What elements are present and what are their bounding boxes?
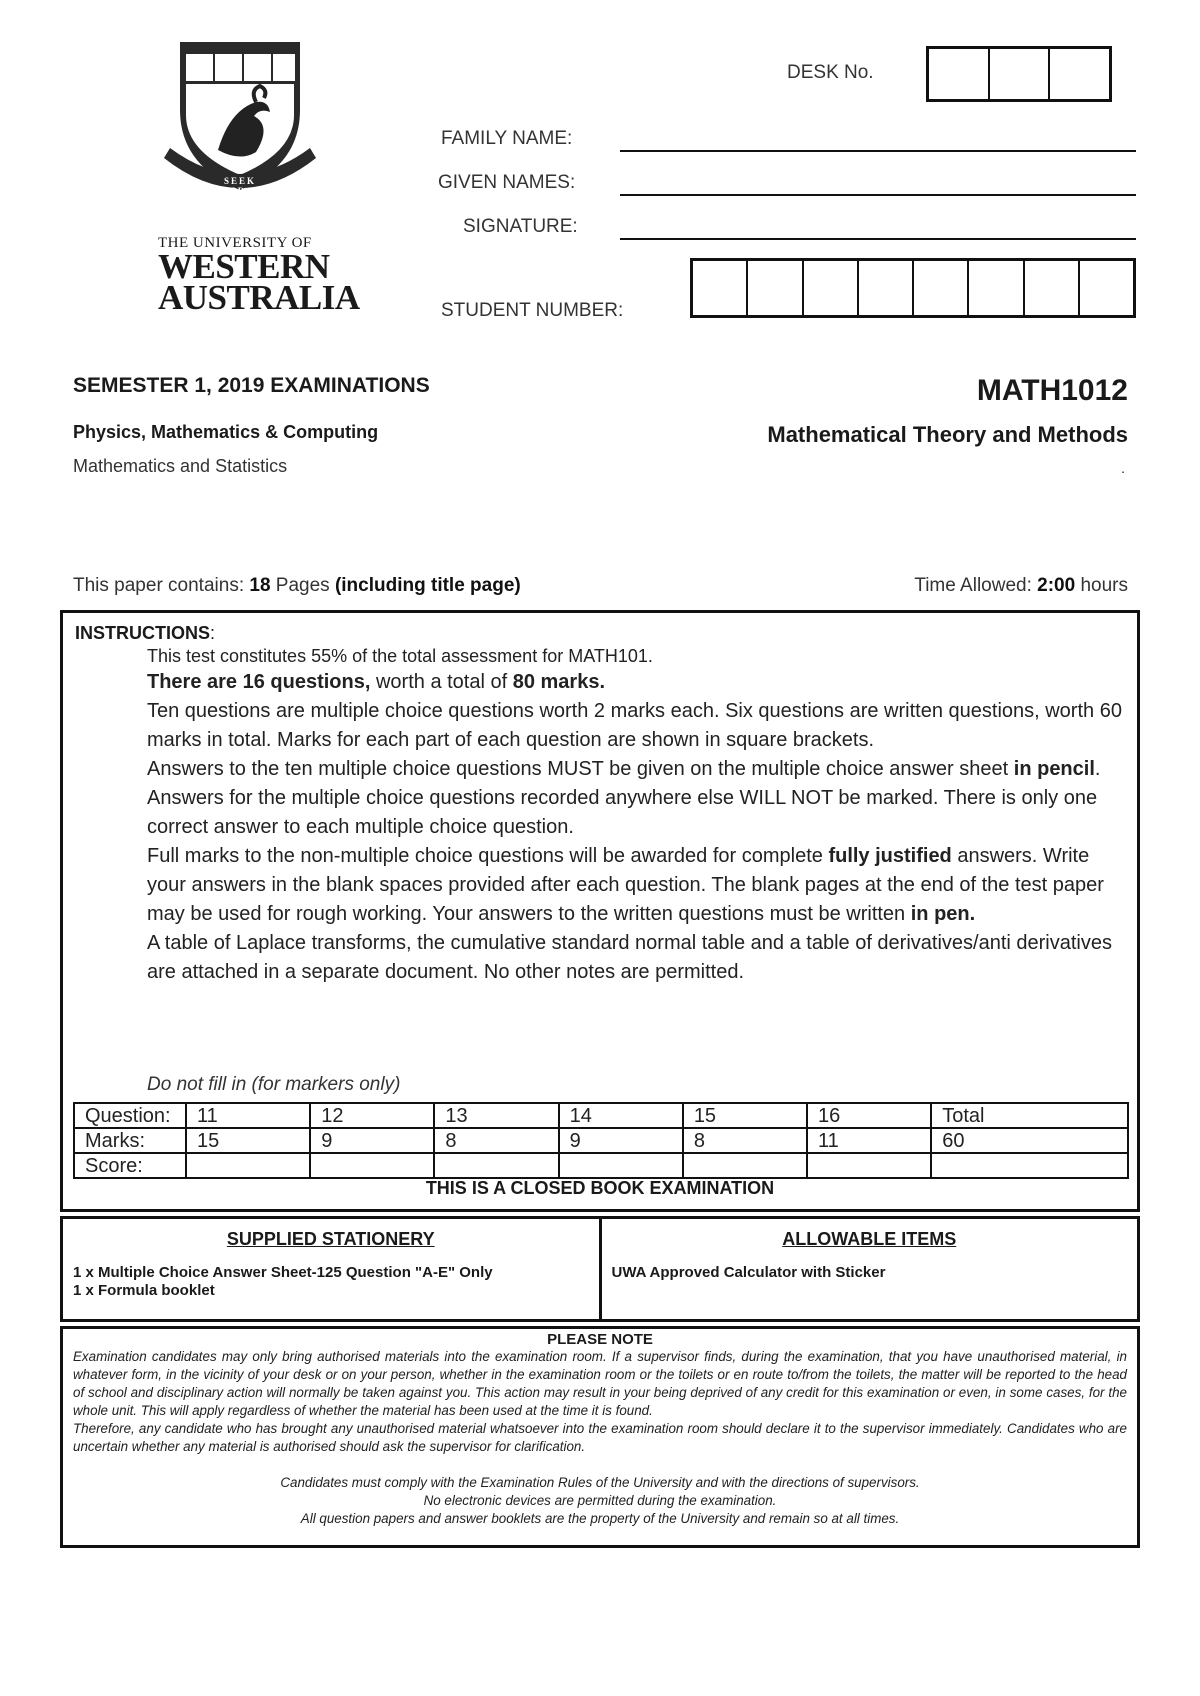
table-cell: 60	[931, 1128, 1128, 1153]
markers-only-note: Do not fill in (for markers only)	[147, 1074, 401, 1095]
instruction-written	[147, 842, 1127, 929]
given-names-label: GIVEN NAMES:	[438, 172, 576, 193]
instruction-written-text-a: Full marks to the non-multiple choice questions will be awarded for complete	[147, 845, 829, 867]
student-number-box[interactable]	[1080, 261, 1133, 315]
semester-title: SEMESTER 1, 2019 EXAMINATIONS	[73, 374, 430, 397]
note-rules-line: All question papers and answer booklets are the property of the University and remain so at all times.	[300, 1511, 900, 1526]
supplied-stationery-section	[63, 1219, 602, 1319]
instruction-multiple-choice	[147, 755, 1127, 842]
score-label: Score:	[74, 1153, 186, 1178]
student-number-box[interactable]	[1025, 261, 1080, 315]
page-count-suffix: (including title page)	[334, 575, 521, 596]
desk-box[interactable]	[990, 49, 1051, 99]
page-count-mid: Pages	[270, 575, 335, 596]
student-number-label: STUDENT NUMBER:	[441, 300, 624, 321]
table-cell: 12	[310, 1103, 434, 1128]
closed-book-notice: THIS IS A CLOSED BOOK EXAMINATION	[425, 1178, 775, 1198]
instructions-heading	[75, 623, 215, 644]
time-allowed-suffix: hours	[1075, 575, 1128, 596]
table-row-question	[74, 1103, 1128, 1128]
page-count	[73, 575, 521, 597]
please-note-box	[60, 1326, 1140, 1548]
table-cell: 8	[683, 1128, 807, 1153]
stray-dot: .	[1121, 460, 1125, 476]
list-item: UWA Approved Calculator with Sticker	[611, 1264, 886, 1281]
marks-table	[73, 1102, 1129, 1179]
student-number-box[interactable]	[914, 261, 969, 315]
note-paragraph-declare: Therefore, any candidate who has brought any unauthorised material whatsoever into the examination room should declare it to the supervisor immediately. Candidates who are uncertain whether any material is authorised should ask the supervisor for clarification.	[73, 1421, 1127, 1454]
instruction-mc-text-b: . Answers for the multiple choice questions recorded anywhere else WILL NOT be marked. There is only one correct answer to each multiple choice question.	[147, 758, 1101, 838]
instruction-question-types: Ten questions are multiple choice questions worth 2 marks each. Six questions are written questions, worth 60 marks in total. Marks for each part of each question are shown in square brackets.	[147, 700, 1122, 751]
time-allowed-value: 2:00	[1037, 575, 1076, 596]
student-number-box[interactable]	[859, 261, 914, 315]
question-label: Question:	[74, 1103, 186, 1128]
instruction-question-count	[147, 668, 1127, 697]
school-name: Physics, Mathematics & Computing	[73, 422, 379, 442]
desk-box[interactable]	[1050, 49, 1109, 99]
family-name-label: FAMILY NAME:	[441, 128, 573, 149]
table-cell: 9	[310, 1128, 434, 1153]
desk-label: DESK No.	[787, 62, 874, 83]
note-paragraph-authorised: Examination candidates may only bring authorised materials into the examination room. If a supervisor finds, during the examination, that you have unauthorised material, in whatever form, in the vicinity of your desk or on your person, whether in the examination room or the toilets or en route to/from the toilets, the matter will be reported to the head of school and disciplinary action will normally be taken against you. This action may result in your being deprived of any credit for this examination or even, in some cases, for the whole unit. This will apply regardless of whether the material has been used at the time it is found.	[73, 1349, 1127, 1418]
university-name-line2: WESTERN	[158, 247, 330, 286]
please-note-title: PLEASE NOTE	[547, 1331, 653, 1348]
score-cell[interactable]	[807, 1153, 931, 1178]
table-cell: 15	[186, 1128, 310, 1153]
instructions-box	[60, 610, 1140, 1212]
table-cell: 11	[186, 1103, 310, 1128]
university-name	[158, 235, 360, 317]
supplied-stationery-title: SUPPLIED STATIONERY	[226, 1229, 435, 1249]
table-cell: 11	[807, 1128, 931, 1153]
table-cell: 15	[683, 1103, 807, 1128]
signature-label: SIGNATURE:	[463, 216, 578, 237]
instructions-heading-colon: :	[210, 623, 216, 643]
page-count-prefix: This paper contains:	[73, 575, 250, 596]
score-cell[interactable]	[310, 1153, 434, 1178]
table-cell: 16	[807, 1103, 931, 1128]
table-row-marks	[74, 1128, 1128, 1153]
signature-field[interactable]	[620, 238, 1136, 240]
instruction-written-text-b: answers. Write your answers in the blank spaces provided after each question. The blank pages at the end of the test paper may be used for rough working. Your answers to the written questions must be written	[147, 845, 1104, 925]
score-cell[interactable]	[559, 1153, 683, 1178]
instruction-question-count-mid: worth a total of	[370, 671, 513, 693]
university-name-line3: AUSTRALIA	[158, 278, 360, 317]
desk-number-boxes[interactable]	[926, 46, 1112, 102]
student-number-box[interactable]	[748, 261, 803, 315]
list-item: 1 x Formula booklet	[73, 1282, 215, 1299]
instruction-written-pen: in pen.	[910, 903, 976, 925]
student-number-box[interactable]	[969, 261, 1024, 315]
student-number-box[interactable]	[693, 261, 748, 315]
unit-title: Mathematical Theory and Methods	[767, 422, 1128, 447]
instruction-written-justified: fully justified	[828, 845, 952, 867]
instruction-weight: This test constitutes 55% of the total assessment for MATH101.	[147, 646, 653, 666]
time-allowed	[914, 575, 1128, 597]
instruction-mc-pencil: in pencil	[1013, 758, 1095, 780]
score-cell[interactable]	[931, 1153, 1128, 1178]
score-cell[interactable]	[683, 1153, 807, 1178]
score-cell[interactable]	[434, 1153, 558, 1178]
score-cell[interactable]	[186, 1153, 310, 1178]
table-cell: 13	[434, 1103, 558, 1128]
table-cell: Total	[931, 1103, 1128, 1128]
university-crest	[160, 40, 320, 210]
allowable-items-section	[602, 1219, 1138, 1319]
page-count-value: 18	[249, 575, 271, 596]
instruction-question-count-bold: There are 16 questions,	[147, 671, 371, 693]
note-rules-line: Candidates must comply with the Examination Rules of the University and with the directions of supervisors.	[280, 1475, 920, 1490]
unit-code: MATH1012	[976, 374, 1128, 407]
marks-label: Marks:	[74, 1128, 186, 1153]
allowable-items-list	[612, 1264, 1138, 1282]
table-cell: 9	[559, 1128, 683, 1153]
allowable-items-title: ALLOWABLE ITEMS	[782, 1229, 957, 1249]
instruction-mc-text-a: Answers to the ten multiple choice questions MUST be given on the multiple choice answer sheet	[147, 758, 1014, 780]
stationery-box	[60, 1216, 1140, 1322]
instruction-total-marks: 80 marks.	[512, 671, 606, 693]
list-item: 1 x Multiple Choice Answer Sheet-125 Question "A-E" Only	[73, 1264, 493, 1281]
note-rules-line: No electronic devices are permitted during the examination.	[423, 1493, 777, 1508]
table-cell: 8	[434, 1128, 558, 1153]
university-name-line1: THE UNIVERSITY OF	[158, 235, 312, 251]
desk-box[interactable]	[929, 49, 990, 99]
table-cell: 14	[559, 1103, 683, 1128]
time-allowed-prefix: Time Allowed:	[914, 575, 1038, 596]
department-name: Mathematics and Statistics	[73, 456, 288, 476]
instructions-body	[147, 644, 1127, 987]
student-number-box[interactable]	[804, 261, 859, 315]
instructions-heading-text: INSTRUCTIONS	[75, 623, 210, 643]
family-name-field[interactable]	[620, 150, 1136, 152]
supplied-stationery-list	[73, 1264, 599, 1300]
instruction-tables: A table of Laplace transforms, the cumulative standard normal table and a table of derivatives/anti derivatives are attached in a separate document. No other notes are permitted.	[147, 932, 1112, 983]
note-rules	[63, 1474, 1137, 1528]
student-number-boxes[interactable]	[690, 258, 1136, 318]
given-names-field[interactable]	[620, 194, 1136, 196]
crest-motto: SEEK WISDOM	[214, 176, 266, 196]
table-row-score	[74, 1153, 1128, 1178]
